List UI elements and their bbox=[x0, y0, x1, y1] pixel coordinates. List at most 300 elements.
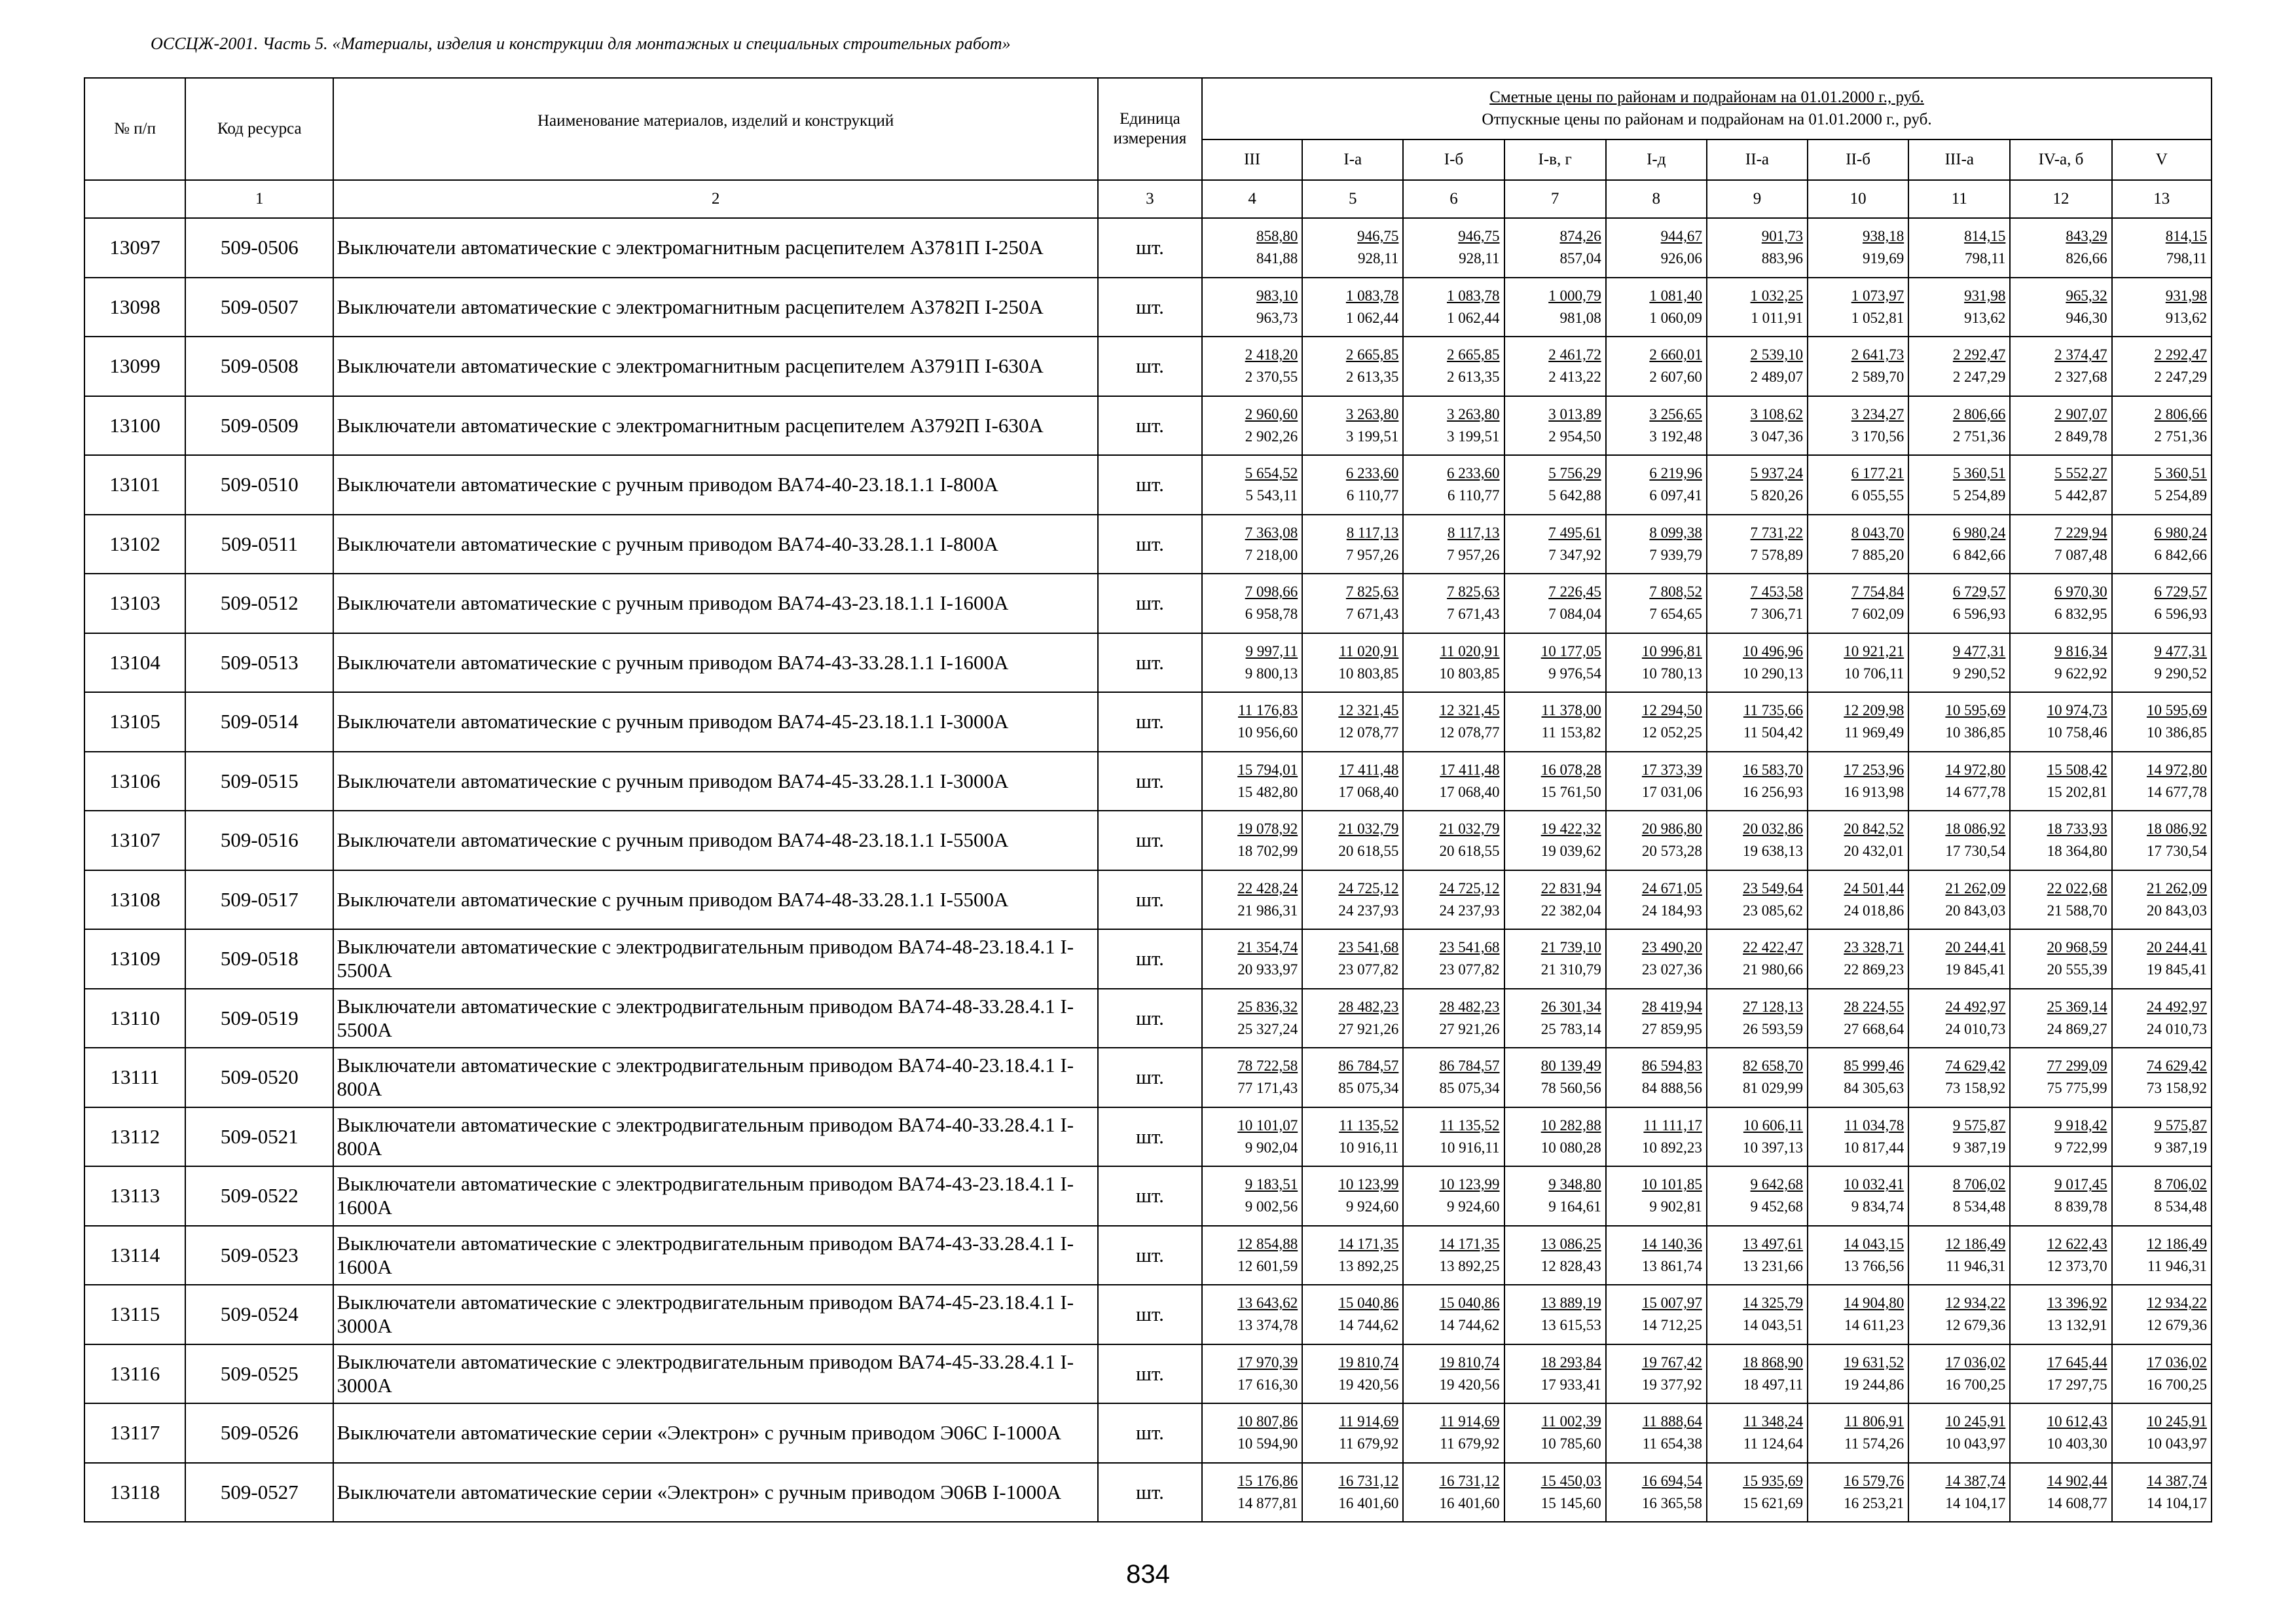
price-cell bbox=[1302, 692, 1403, 752]
release-price: 24 869,27 bbox=[2047, 1020, 2107, 1037]
estimated-price: 7 754,84 bbox=[1851, 583, 1904, 600]
release-price: 13 861,74 bbox=[1641, 1257, 1702, 1274]
estimated-price: 14 043,15 bbox=[1844, 1235, 1904, 1252]
resource-code: 509-0514 bbox=[185, 692, 333, 752]
row-number: 13099 bbox=[84, 337, 185, 396]
release-price: 11 679,92 bbox=[1440, 1435, 1500, 1452]
row-number: 13107 bbox=[84, 811, 185, 870]
price-cell bbox=[1707, 633, 1808, 693]
table-row bbox=[84, 1048, 2212, 1107]
resource-code: 509-0509 bbox=[185, 396, 333, 456]
estimated-price: 1 081,40 bbox=[1649, 287, 1702, 304]
release-price: 24 018,86 bbox=[1844, 902, 1904, 919]
row-number: 13112 bbox=[84, 1107, 185, 1167]
price-cell bbox=[1808, 396, 1908, 456]
price-cell bbox=[2112, 337, 2212, 396]
estimated-price: 814,15 bbox=[2165, 228, 2207, 245]
price-cell bbox=[1504, 1463, 1606, 1522]
unit-of-measure: шт. bbox=[1098, 218, 1202, 278]
release-price: 5 442,87 bbox=[2054, 487, 2107, 504]
release-price: 15 761,50 bbox=[1540, 783, 1601, 800]
estimated-price: 7 453,58 bbox=[1750, 583, 1804, 600]
column-number: 10 bbox=[1808, 180, 1908, 218]
price-cell bbox=[1202, 811, 1302, 870]
table-row bbox=[84, 574, 2212, 633]
release-price: 13 231,66 bbox=[1743, 1257, 1804, 1274]
price-cell bbox=[2010, 1166, 2111, 1226]
estimated-price: 10 974,73 bbox=[2047, 702, 2107, 719]
estimated-price: 11 914,69 bbox=[1339, 1413, 1399, 1430]
price-cell bbox=[2112, 929, 2212, 989]
release-price: 8 534,48 bbox=[1952, 1198, 2006, 1215]
estimated-price: 21 032,79 bbox=[1338, 821, 1399, 838]
item-name: Выключатели автоматические с ручным приводом ВА74-48-33.28.1.1 I-5500А bbox=[333, 870, 1097, 930]
release-price: 2 327,68 bbox=[2054, 369, 2107, 386]
release-price: 5 543,11 bbox=[1245, 487, 1298, 504]
estimated-price: 16 694,54 bbox=[1641, 1472, 1702, 1489]
release-price: 15 145,60 bbox=[1540, 1494, 1601, 1511]
release-price: 2 751,36 bbox=[1952, 428, 2006, 445]
price-cell bbox=[1302, 811, 1403, 870]
estimated-price: 15 176,86 bbox=[1237, 1472, 1298, 1489]
price-cell bbox=[1302, 455, 1403, 515]
estimated-price: 1 073,97 bbox=[1851, 287, 1904, 304]
release-price: 22 869,23 bbox=[1844, 961, 1904, 978]
estimated-price: 3 013,89 bbox=[1548, 405, 1601, 422]
price-cell bbox=[1808, 455, 1908, 515]
estimated-price: 6 177,21 bbox=[1851, 465, 1904, 482]
estimated-price: 17 645,44 bbox=[2047, 1354, 2107, 1371]
estimated-price: 7 825,63 bbox=[1345, 583, 1399, 600]
price-cell bbox=[1707, 337, 1808, 396]
release-price: 14 744,62 bbox=[1439, 1317, 1500, 1334]
release-price: 981,08 bbox=[1559, 309, 1601, 326]
estimated-price: 12 186,49 bbox=[2147, 1235, 2207, 1252]
release-price: 19 638,13 bbox=[1743, 843, 1804, 860]
price-cell bbox=[2112, 218, 2212, 278]
estimated-price: 26 301,34 bbox=[1540, 998, 1601, 1015]
estimated-price: 12 934,22 bbox=[1945, 1295, 2006, 1312]
release-price: 798,11 bbox=[1964, 250, 2006, 267]
price-cell bbox=[1504, 1048, 1606, 1107]
table-row bbox=[84, 1403, 2212, 1463]
estimated-price: 13 086,25 bbox=[1540, 1235, 1601, 1252]
resource-code: 509-0518 bbox=[185, 929, 333, 989]
release-price: 2 751,36 bbox=[2154, 428, 2207, 445]
release-price: 13 132,91 bbox=[2047, 1317, 2107, 1334]
unit-of-measure: шт. bbox=[1098, 1048, 1202, 1107]
unit-of-measure: шт. bbox=[1098, 692, 1202, 752]
estimated-price: 9 642,68 bbox=[1750, 1176, 1804, 1193]
price-cell bbox=[1908, 278, 2010, 337]
price-cell bbox=[2010, 811, 2111, 870]
price-cell bbox=[1403, 1344, 1504, 1404]
release-price: 826,66 bbox=[2066, 250, 2107, 267]
estimated-price: 7 226,45 bbox=[1548, 583, 1601, 600]
price-cell bbox=[1908, 811, 2010, 870]
column-number: 9 bbox=[1707, 180, 1808, 218]
release-price: 9 902,04 bbox=[1245, 1139, 1298, 1156]
price-cell bbox=[2112, 1344, 2212, 1404]
price-cell bbox=[1403, 633, 1504, 693]
header-estimated-prices: Сметные цены по районам и подрайонам на 01.01.2000 г., руб. bbox=[1489, 88, 1924, 106]
release-price: 9 290,52 bbox=[1952, 665, 2006, 682]
estimated-price: 22 022,68 bbox=[2047, 879, 2107, 896]
release-price: 17 068,40 bbox=[1338, 783, 1399, 800]
price-cell bbox=[1403, 989, 1504, 1048]
release-price: 21 986,31 bbox=[1237, 902, 1298, 919]
price-cell bbox=[1202, 870, 1302, 930]
price-cell bbox=[1707, 396, 1808, 456]
row-number: 13102 bbox=[84, 515, 185, 574]
item-name: Выключатели автоматические с электромагнитным расцепителем А3781П I-250А bbox=[333, 218, 1097, 278]
price-cell bbox=[1302, 515, 1403, 574]
price-cell bbox=[1302, 1226, 1403, 1285]
price-cell bbox=[1808, 870, 1908, 930]
estimated-price: 9 183,51 bbox=[1245, 1176, 1298, 1193]
release-price: 9 290,52 bbox=[2154, 665, 2207, 682]
estimated-price: 10 996,81 bbox=[1641, 642, 1702, 659]
header-unit: Единица измерения bbox=[1098, 78, 1202, 180]
price-cell bbox=[1504, 633, 1606, 693]
estimated-price: 1 000,79 bbox=[1548, 287, 1601, 304]
estimated-price: 10 282,88 bbox=[1540, 1116, 1601, 1134]
price-cell bbox=[1707, 1463, 1808, 1522]
estimated-price: 14 140,36 bbox=[1641, 1235, 1702, 1252]
estimated-price: 23 490,20 bbox=[1641, 939, 1702, 956]
price-cell bbox=[1707, 811, 1808, 870]
price-cell bbox=[1606, 1048, 1707, 1107]
estimated-price: 2 660,01 bbox=[1649, 346, 1702, 363]
unit-of-measure: шт. bbox=[1098, 396, 1202, 456]
price-cell bbox=[1504, 337, 1606, 396]
price-cell bbox=[1808, 278, 1908, 337]
row-number: 13117 bbox=[84, 1403, 185, 1463]
release-price: 27 859,95 bbox=[1641, 1020, 1702, 1037]
estimated-price: 5 937,24 bbox=[1750, 465, 1804, 482]
estimated-price: 15 040,86 bbox=[1338, 1295, 1399, 1312]
estimated-price: 15 794,01 bbox=[1237, 761, 1298, 778]
price-cell bbox=[1606, 811, 1707, 870]
price-cell bbox=[1908, 1226, 2010, 1285]
price-cell bbox=[1606, 1166, 1707, 1226]
estimated-price: 9 918,42 bbox=[2054, 1116, 2107, 1134]
resource-code: 509-0507 bbox=[185, 278, 333, 337]
release-price: 9 834,74 bbox=[1851, 1198, 1904, 1215]
price-cell bbox=[2010, 396, 2111, 456]
estimated-price: 20 032,86 bbox=[1743, 821, 1804, 838]
price-cell bbox=[1403, 1285, 1504, 1344]
item-name: Выключатели автоматические серии «Электрон» с ручным приводом Э06В I-1000А bbox=[333, 1463, 1097, 1522]
release-price: 10 803,85 bbox=[1439, 665, 1500, 682]
price-cell bbox=[1606, 870, 1707, 930]
release-price: 9 622,92 bbox=[2054, 665, 2107, 682]
estimated-price: 11 914,69 bbox=[1440, 1413, 1500, 1430]
release-price: 1 062,44 bbox=[1345, 309, 1399, 326]
release-price: 6 842,66 bbox=[1952, 546, 2006, 563]
release-price: 6 110,77 bbox=[1346, 487, 1399, 504]
estimated-price: 16 583,70 bbox=[1743, 761, 1804, 778]
release-price: 10 594,90 bbox=[1237, 1435, 1298, 1452]
release-price: 2 247,29 bbox=[1952, 369, 2006, 386]
estimated-price: 10 921,21 bbox=[1844, 642, 1904, 659]
release-price: 6 110,77 bbox=[1447, 487, 1500, 504]
column-number: 11 bbox=[1908, 180, 2010, 218]
release-price: 5 820,26 bbox=[1750, 487, 1804, 504]
item-name: Выключатели автоматические с ручным приводом ВА74-48-23.18.1.1 I-5500А bbox=[333, 811, 1097, 870]
release-price: 20 843,03 bbox=[1945, 902, 2006, 919]
row-number: 13115 bbox=[84, 1285, 185, 1344]
estimated-price: 6 219,96 bbox=[1649, 465, 1702, 482]
price-cell bbox=[1606, 1463, 1707, 1522]
release-price: 2 247,29 bbox=[2154, 369, 2207, 386]
release-price: 928,11 bbox=[1357, 250, 1399, 267]
release-price: 10 785,60 bbox=[1540, 1435, 1601, 1452]
resource-code: 509-0525 bbox=[185, 1344, 333, 1404]
item-name: Выключатели автоматические с электродвигательным приводом ВА74-48-23.18.4.1 I-5500А bbox=[333, 929, 1097, 989]
release-price: 14 611,23 bbox=[1844, 1317, 1904, 1334]
price-cell bbox=[1403, 1463, 1504, 1522]
estimated-price: 2 960,60 bbox=[1245, 405, 1298, 422]
release-price: 7 084,04 bbox=[1548, 606, 1601, 623]
price-cell bbox=[1202, 396, 1302, 456]
estimated-price: 5 654,52 bbox=[1245, 465, 1298, 482]
price-cell bbox=[1302, 1344, 1403, 1404]
estimated-price: 11 135,52 bbox=[1440, 1116, 1500, 1134]
estimated-price: 24 671,05 bbox=[1641, 879, 1702, 896]
estimated-price: 23 541,68 bbox=[1338, 939, 1399, 956]
table-row bbox=[84, 515, 2212, 574]
header-region: I-б bbox=[1403, 139, 1504, 180]
price-cell bbox=[2010, 870, 2111, 930]
release-price: 14 043,51 bbox=[1743, 1317, 1804, 1334]
release-price: 3 047,36 bbox=[1750, 428, 1804, 445]
price-cell bbox=[2112, 811, 2212, 870]
item-name: Выключатели автоматические с ручным приводом ВА74-43-33.28.1.1 I-1600А bbox=[333, 633, 1097, 693]
resource-code: 509-0516 bbox=[185, 811, 333, 870]
release-price: 26 593,59 bbox=[1743, 1020, 1804, 1037]
release-price: 6 596,93 bbox=[1952, 606, 2006, 623]
release-price: 14 677,78 bbox=[1945, 783, 2006, 800]
estimated-price: 24 492,97 bbox=[2147, 998, 2207, 1015]
release-price: 11 946,31 bbox=[2147, 1257, 2207, 1274]
price-cell bbox=[1707, 1107, 1808, 1167]
price-cell bbox=[2112, 396, 2212, 456]
price-cell bbox=[1707, 1226, 1808, 1285]
release-price: 16 401,60 bbox=[1338, 1494, 1399, 1511]
price-cell bbox=[1908, 574, 2010, 633]
estimated-price: 15 007,97 bbox=[1641, 1295, 1702, 1312]
release-price: 78 560,56 bbox=[1540, 1080, 1601, 1097]
estimated-price: 1 083,78 bbox=[1447, 287, 1500, 304]
estimated-price: 931,98 bbox=[1964, 287, 2006, 304]
price-cell bbox=[1504, 574, 1606, 633]
estimated-price: 10 807,86 bbox=[1237, 1413, 1298, 1430]
price-cell bbox=[1707, 752, 1808, 811]
row-number: 13108 bbox=[84, 870, 185, 930]
price-cell bbox=[1908, 1048, 2010, 1107]
price-cell bbox=[2112, 1463, 2212, 1522]
release-price: 6 842,66 bbox=[2154, 546, 2207, 563]
estimated-price: 946,75 bbox=[1357, 228, 1399, 245]
release-price: 9 387,19 bbox=[1952, 1139, 2006, 1156]
item-name: Выключатели автоматические с электродвигательным приводом ВА74-40-33.28.4.1 I-800А bbox=[333, 1107, 1097, 1167]
table-row bbox=[84, 1285, 2212, 1344]
unit-of-measure: шт. bbox=[1098, 1463, 1202, 1522]
estimated-price: 901,73 bbox=[1761, 228, 1804, 245]
price-cell bbox=[1202, 1403, 1302, 1463]
estimated-price: 12 186,49 bbox=[1945, 1235, 2006, 1252]
release-price: 14 608,77 bbox=[2047, 1494, 2107, 1511]
release-price: 15 621,69 bbox=[1743, 1494, 1804, 1511]
table-row bbox=[84, 1344, 2212, 1404]
price-cell bbox=[1606, 989, 1707, 1048]
header-release-prices: Отпускные цены по районам и подрайонам на 01.01.2000 г., руб. bbox=[1482, 111, 1932, 128]
resource-code: 509-0517 bbox=[185, 870, 333, 930]
table-row bbox=[84, 1463, 2212, 1522]
price-cell bbox=[1808, 1107, 1908, 1167]
release-price: 16 401,60 bbox=[1439, 1494, 1500, 1511]
item-name: Выключатели автоматические с ручным приводом ВА74-45-33.28.1.1 I-3000А bbox=[333, 752, 1097, 811]
item-name: Выключатели автоматические с электромагнитным расцепителем А3791П I-630А bbox=[333, 337, 1097, 396]
estimated-price: 17 411,48 bbox=[1339, 761, 1399, 778]
estimated-price: 11 176,83 bbox=[1238, 702, 1298, 719]
header-region: II-а bbox=[1707, 139, 1808, 180]
release-price: 19 039,62 bbox=[1540, 843, 1601, 860]
release-price: 11 679,92 bbox=[1339, 1435, 1399, 1452]
table-row bbox=[84, 989, 2212, 1048]
estimated-price: 17 036,02 bbox=[1945, 1354, 2006, 1371]
row-number: 13111 bbox=[84, 1048, 185, 1107]
estimated-price: 7 495,61 bbox=[1548, 524, 1601, 541]
price-cell bbox=[1908, 337, 2010, 396]
unit-of-measure: шт. bbox=[1098, 1166, 1202, 1226]
release-price: 10 043,97 bbox=[1945, 1435, 2006, 1452]
release-price: 7 218,00 bbox=[1245, 546, 1298, 563]
release-price: 6 958,78 bbox=[1245, 606, 1298, 623]
release-price: 11 946,31 bbox=[1946, 1257, 2006, 1274]
row-number: 13097 bbox=[84, 218, 185, 278]
estimated-price: 11 020,91 bbox=[1339, 642, 1399, 659]
item-name: Выключатели автоматические с электродвигательным приводом ВА74-45-23.18.4.1 I-3000А bbox=[333, 1285, 1097, 1344]
price-cell bbox=[2112, 633, 2212, 693]
estimated-price: 11 888,64 bbox=[1642, 1413, 1702, 1430]
price-cell bbox=[2112, 989, 2212, 1048]
estimated-price: 10 101,07 bbox=[1237, 1116, 1298, 1134]
price-cell bbox=[1202, 337, 1302, 396]
release-price: 12 601,59 bbox=[1237, 1257, 1298, 1274]
price-cell bbox=[1504, 692, 1606, 752]
row-number: 13118 bbox=[84, 1463, 185, 1522]
header-region: III bbox=[1202, 139, 1302, 180]
price-cell bbox=[2010, 1344, 2111, 1404]
estimated-price: 18 868,90 bbox=[1743, 1354, 1804, 1371]
unit-of-measure: шт. bbox=[1098, 515, 1202, 574]
release-price: 19 420,56 bbox=[1439, 1376, 1500, 1393]
release-price: 7 578,89 bbox=[1750, 546, 1804, 563]
release-price: 18 497,11 bbox=[1743, 1376, 1804, 1393]
price-cell bbox=[1908, 692, 2010, 752]
header-number: № п/п bbox=[84, 78, 185, 180]
release-price: 10 290,13 bbox=[1743, 665, 1804, 682]
estimated-price: 6 980,24 bbox=[2154, 524, 2207, 541]
price-cell bbox=[1606, 1344, 1707, 1404]
release-price: 9 902,81 bbox=[1649, 1198, 1702, 1215]
item-name: Выключатели автоматические с электромагнитным расцепителем А3782П I-250А bbox=[333, 278, 1097, 337]
price-cell bbox=[2010, 218, 2111, 278]
estimated-price: 16 078,28 bbox=[1540, 761, 1601, 778]
resource-code: 509-0526 bbox=[185, 1403, 333, 1463]
release-price: 12 052,25 bbox=[1641, 724, 1702, 741]
estimated-price: 3 263,80 bbox=[1345, 405, 1399, 422]
estimated-price: 2 806,66 bbox=[2154, 405, 2207, 422]
release-price: 9 722,99 bbox=[2054, 1139, 2107, 1156]
unit-of-measure: шт. bbox=[1098, 455, 1202, 515]
estimated-price: 17 373,39 bbox=[1641, 761, 1702, 778]
release-price: 13 374,78 bbox=[1237, 1317, 1298, 1334]
release-price: 20 843,03 bbox=[2147, 902, 2207, 919]
release-price: 11 574,26 bbox=[1844, 1435, 1904, 1452]
release-price: 10 892,23 bbox=[1641, 1139, 1702, 1156]
release-price: 16 253,21 bbox=[1844, 1494, 1904, 1511]
release-price: 5 254,89 bbox=[2154, 487, 2207, 504]
release-price: 6 097,41 bbox=[1649, 487, 1702, 504]
price-cell bbox=[2010, 1403, 2111, 1463]
estimated-price: 18 086,92 bbox=[1945, 821, 2006, 838]
header-item-name: Наименование материалов, изделий и конструкций bbox=[333, 78, 1097, 180]
release-price: 17 730,54 bbox=[2147, 843, 2207, 860]
release-price: 10 386,85 bbox=[2147, 724, 2207, 741]
row-number: 13106 bbox=[84, 752, 185, 811]
resource-code: 509-0521 bbox=[185, 1107, 333, 1167]
resource-code: 509-0508 bbox=[185, 337, 333, 396]
unit-of-measure: шт. bbox=[1098, 752, 1202, 811]
release-price: 19 377,92 bbox=[1641, 1376, 1702, 1393]
release-price: 10 397,13 bbox=[1743, 1139, 1804, 1156]
release-price: 9 164,61 bbox=[1548, 1198, 1601, 1215]
estimated-price: 9 816,34 bbox=[2054, 642, 2107, 659]
price-cell bbox=[1202, 692, 1302, 752]
estimated-price: 843,29 bbox=[2066, 228, 2107, 245]
release-price: 11 969,49 bbox=[1844, 724, 1904, 741]
release-price: 798,11 bbox=[2166, 250, 2207, 267]
price-cell bbox=[2010, 337, 2111, 396]
estimated-price: 15 450,03 bbox=[1540, 1472, 1601, 1489]
release-price: 81 029,99 bbox=[1743, 1080, 1804, 1097]
item-name: Выключатели автоматические серии «Электрон» с ручным приводом Э06С I-1000А bbox=[333, 1403, 1097, 1463]
estimated-price: 965,32 bbox=[2066, 287, 2107, 304]
price-cell bbox=[1302, 218, 1403, 278]
header-region: I-а bbox=[1302, 139, 1403, 180]
release-price: 73 158,92 bbox=[2147, 1080, 2207, 1097]
price-cell bbox=[1504, 515, 1606, 574]
release-price: 946,30 bbox=[2066, 309, 2107, 326]
estimated-price: 2 539,10 bbox=[1750, 346, 1804, 363]
estimated-price: 11 348,24 bbox=[1743, 1413, 1804, 1430]
price-cell bbox=[1302, 929, 1403, 989]
price-cell bbox=[1504, 1344, 1606, 1404]
price-cell bbox=[1606, 574, 1707, 633]
price-cell bbox=[1707, 989, 1808, 1048]
price-cell bbox=[1302, 1403, 1403, 1463]
estimated-price: 10 496,96 bbox=[1743, 642, 1804, 659]
price-cell bbox=[1403, 1166, 1504, 1226]
price-cell bbox=[1606, 692, 1707, 752]
release-price: 18 364,80 bbox=[2047, 843, 2107, 860]
price-cell bbox=[1707, 692, 1808, 752]
estimated-price: 8 099,38 bbox=[1649, 524, 1702, 541]
table-row bbox=[84, 396, 2212, 456]
